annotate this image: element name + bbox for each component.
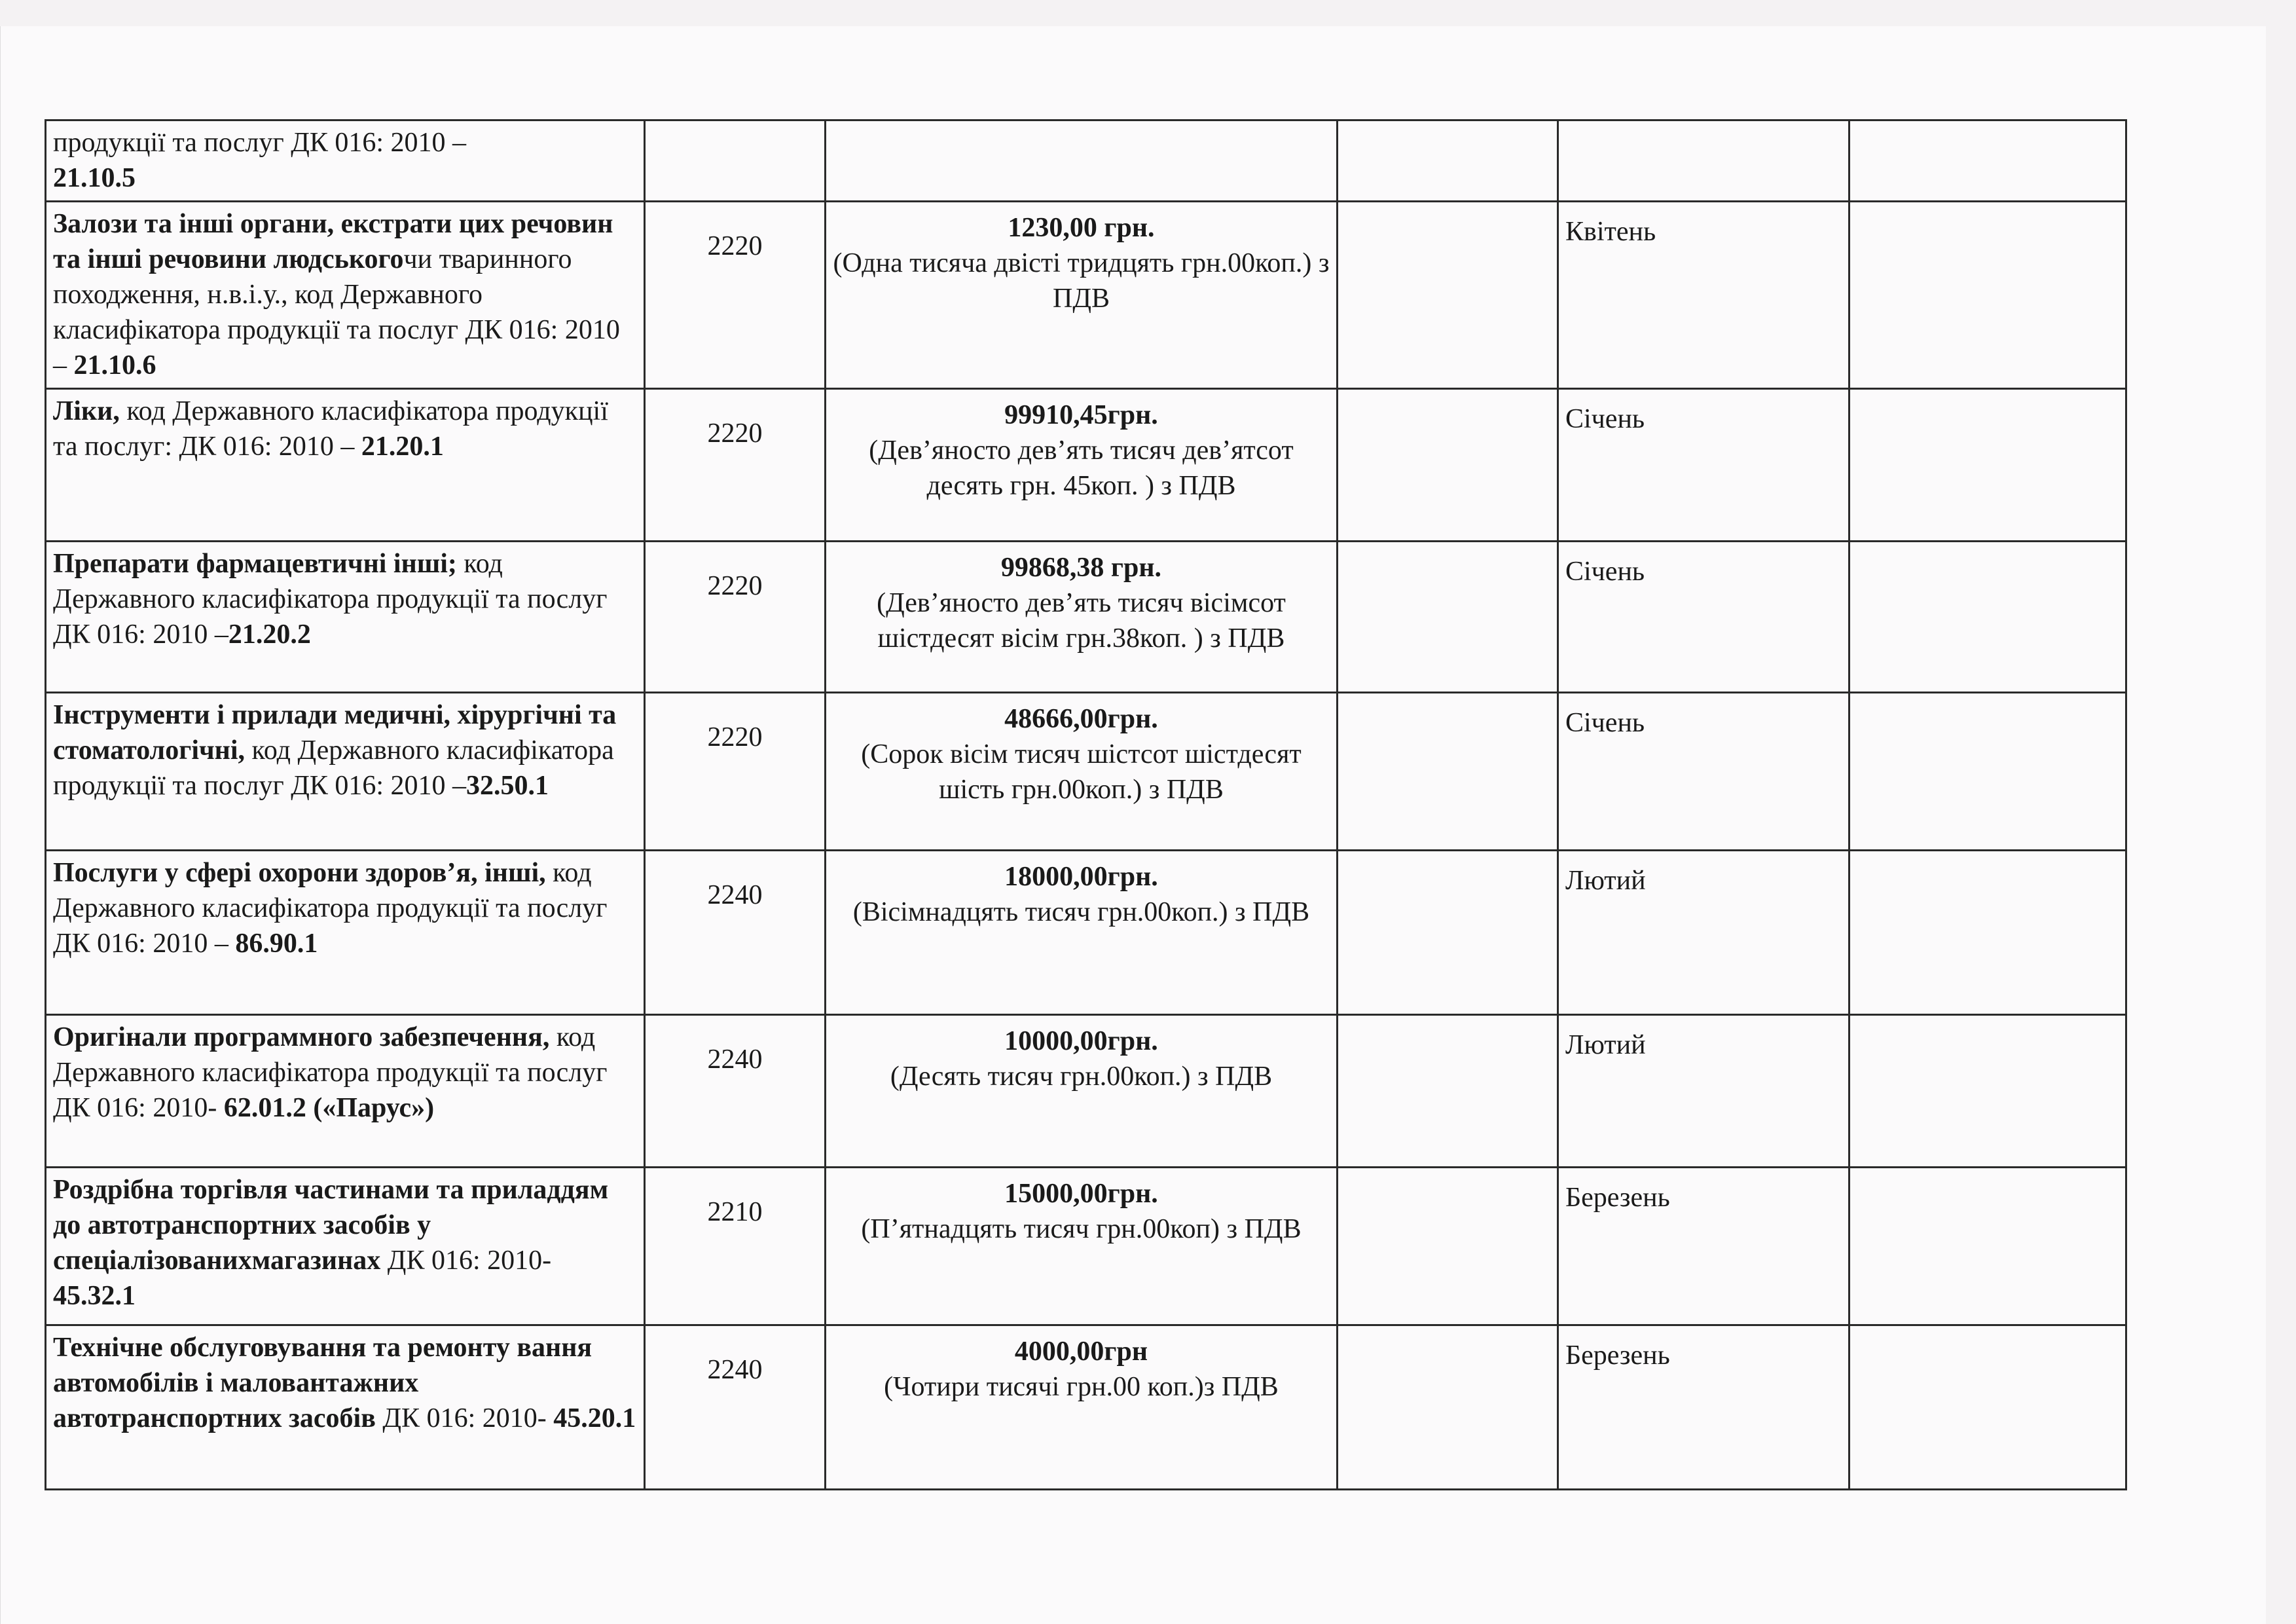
amount-value: 4000,00грн <box>1014 1336 1148 1367</box>
kekv-cell <box>645 692 826 850</box>
table-row-continuation <box>46 120 2126 202</box>
month-cell <box>1558 120 1850 202</box>
kekv-cell <box>645 201 826 388</box>
notes-cell <box>1850 692 2126 850</box>
table-row <box>46 692 2126 850</box>
item-name-text: чи тваринного походження, н.в.і.у., код Державного класифікатора продукції та послуг ДК 016: 2010 – <box>53 244 620 380</box>
amount-words: (П’ятнадцять тисяч грн.00коп) з ПДВ <box>861 1213 1302 1244</box>
empty-cell <box>1338 388 1558 541</box>
amount-value: 99910,45грн. <box>1004 399 1158 430</box>
item-name-cell <box>46 201 645 388</box>
month-cell <box>1558 201 1850 388</box>
empty-cell <box>1338 120 1558 202</box>
month-value: Квітень <box>1565 216 1656 247</box>
item-name-text: ДК 016: 2010- <box>380 1245 552 1276</box>
amount-cell <box>826 120 1338 202</box>
kekv-code: 2240 <box>707 1354 763 1385</box>
table-row <box>46 1014 2126 1167</box>
item-name-cell <box>46 388 645 541</box>
amount-words: (Дев’яносто дев’ять тисяч дев’ятсот десять грн. 45коп. ) з ПДВ <box>869 435 1294 501</box>
notes-cell <box>1850 1167 2126 1325</box>
month-value: Січень <box>1565 707 1645 738</box>
month-value: Січень <box>1565 556 1645 587</box>
month-value: Лютий <box>1565 1029 1646 1060</box>
table-row <box>46 541 2126 692</box>
table-row <box>46 1325 2126 1489</box>
month-value: Січень <box>1565 403 1645 434</box>
amount-value: 15000,00грн. <box>1004 1178 1158 1209</box>
item-code: 45.32.1 <box>53 1280 136 1311</box>
month-value: Лютий <box>1565 865 1646 896</box>
amount-cell <box>826 1014 1338 1167</box>
item-code: 45.20.1 <box>553 1403 636 1433</box>
month-cell <box>1558 541 1850 692</box>
amount-cell <box>826 1325 1338 1489</box>
amount-words: (Вісімнадцять тисяч грн.00коп.) з ПДВ <box>852 896 1310 927</box>
month-cell <box>1558 692 1850 850</box>
item-name-bold: Роздрібна торгівля частинами та приладдям до автотранспортних засобів у спеціалізованихмагазинах <box>53 1174 609 1276</box>
amount-value: 48666,00грн. <box>1004 703 1158 734</box>
month-cell <box>1558 388 1850 541</box>
empty-cell <box>1338 201 1558 388</box>
notes-cell <box>1850 388 2126 541</box>
kekv-cell <box>645 388 826 541</box>
kekv-cell <box>645 541 826 692</box>
kekv-cell <box>645 1167 826 1325</box>
notes-cell <box>1850 201 2126 388</box>
item-name-text: код Державного класифікатора продукції та послуг ДК 016: 2010- <box>53 1022 608 1123</box>
item-code: 62.01.2 («Парус») <box>223 1092 435 1123</box>
amount-cell <box>826 850 1338 1014</box>
amount-value: 18000,00грн. <box>1004 861 1158 892</box>
item-name-bold: Препарати фармацевтичні інші; <box>53 548 457 579</box>
amount-words: (Десять тисяч грн.00коп.) з ПДВ <box>890 1061 1273 1092</box>
notes-cell <box>1850 850 2126 1014</box>
item-name-text: ДК 016: 2010- <box>375 1403 554 1433</box>
item-name-text: продукції та послуг ДК 016: 2010 – <box>53 128 467 158</box>
amount-cell <box>826 692 1338 850</box>
amount-words: (Одна тисяча двісті тридцять грн.00коп.) з ПДВ <box>833 248 1330 314</box>
item-code: 21.20.1 <box>361 431 444 462</box>
notes-cell <box>1850 1325 2126 1489</box>
month-cell <box>1558 1167 1850 1325</box>
month-cell <box>1558 1325 1850 1489</box>
kekv-code: 2220 <box>707 570 763 601</box>
item-name-text: код Державного класифікатора продукції та послуг ДК 016: 2010 – <box>53 548 608 650</box>
month-value: Березень <box>1565 1340 1670 1371</box>
kekv-code: 2240 <box>707 1044 763 1075</box>
amount-value: 1230,00 грн. <box>1008 212 1155 243</box>
kekv-cell <box>645 1014 826 1167</box>
notes-cell <box>1850 120 2126 202</box>
kekv-code: 2220 <box>707 418 763 449</box>
item-name-cell <box>46 850 645 1014</box>
item-code: 86.90.1 <box>235 928 318 959</box>
item-code: 21.10.6 <box>73 350 156 380</box>
item-name-bold: Технічне обслуговування та ремонту вання автомобілів і маловантажних автотранспортних засобів <box>53 1332 592 1433</box>
amount-cell <box>826 201 1338 388</box>
empty-cell <box>1338 541 1558 692</box>
amount-value: 99868,38 грн. <box>1000 552 1162 583</box>
item-name-bold: Оригінали программного забезпечення, <box>53 1022 550 1052</box>
empty-cell <box>1338 1325 1558 1489</box>
amount-words: (Чотири тисячі грн.00 коп.)з ПДВ <box>884 1371 1279 1402</box>
kekv-cell <box>645 120 826 202</box>
item-name-cell <box>46 541 645 692</box>
item-name-text: код Державного класифікатора продукції та послуг ДК 016: 2010 – <box>53 857 608 959</box>
amount-value: 10000,00грн. <box>1004 1025 1158 1056</box>
item-name-bold: Ліки, <box>53 396 120 426</box>
kekv-code: 2220 <box>707 722 763 752</box>
item-name-bold: Інструменти і прилади медичні, хірургічні та стоматологічні, <box>53 699 617 766</box>
item-name-text: код Державного класифікатора продукції та послуг: ДК 016: 2010 – <box>53 396 608 462</box>
item-name-cell <box>46 1014 645 1167</box>
kekv-cell <box>645 850 826 1014</box>
empty-cell <box>1338 850 1558 1014</box>
empty-cell <box>1338 692 1558 850</box>
item-name-cell <box>46 1167 645 1325</box>
amount-words: (Сорок вісім тисяч шістсот шістдесят шість грн.00коп.) з ПДВ <box>861 739 1302 805</box>
kekv-cell <box>645 1325 826 1489</box>
amount-cell <box>826 1167 1338 1325</box>
empty-cell <box>1338 1014 1558 1167</box>
month-cell <box>1558 850 1850 1014</box>
item-name-bold: Залози та інші органи, екстрати цих речовин та інші речовини людського <box>53 208 613 274</box>
empty-cell <box>1338 1167 1558 1325</box>
month-cell <box>1558 1014 1850 1167</box>
kekv-code: 2210 <box>707 1196 763 1227</box>
item-name-cell <box>46 120 645 202</box>
notes-cell <box>1850 541 2126 692</box>
kekv-code: 2220 <box>707 231 763 261</box>
table-row <box>46 1167 2126 1325</box>
procurement-plan-table <box>45 119 2127 1490</box>
item-code: 21.10.5 <box>53 163 136 193</box>
item-name-cell <box>46 1325 645 1489</box>
table-row <box>46 850 2126 1014</box>
notes-cell <box>1850 1014 2126 1167</box>
table-row <box>46 201 2126 388</box>
item-name-text: код Державного класифікатора продукції та послуг ДК 016: 2010 – <box>53 735 614 801</box>
month-value: Березень <box>1565 1182 1670 1213</box>
item-code: 32.50.1 <box>466 770 549 801</box>
table-row <box>46 388 2126 541</box>
amount-words: (Дев’яносто дев’ять тисяч вісімсот шістдесят вісім грн.38коп. ) з ПДВ <box>877 587 1286 654</box>
amount-cell <box>826 541 1338 692</box>
amount-cell <box>826 388 1338 541</box>
kekv-code: 2240 <box>707 879 763 910</box>
item-name-cell <box>46 692 645 850</box>
item-code: 21.20.2 <box>228 619 311 650</box>
item-name-bold: Послуги у сфері охорони здоров’я, інші, <box>53 857 546 888</box>
